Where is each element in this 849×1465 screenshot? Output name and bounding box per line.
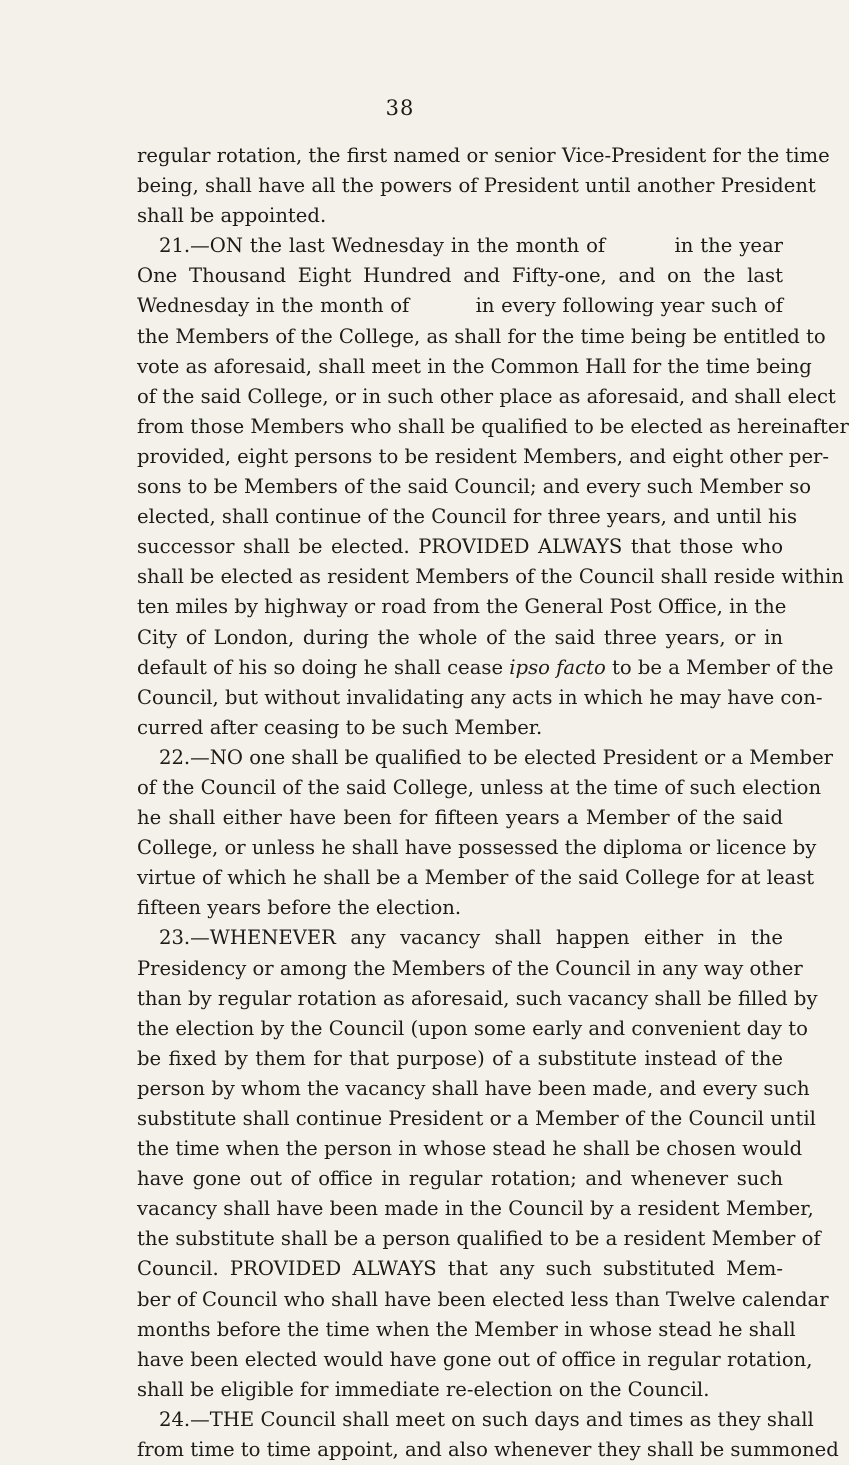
text-line: vacancy shall have been made in the Council by a resident Member, — [137, 1197, 814, 1221]
text-line: Presidency or among the Members of the Council in any way other — [137, 956, 803, 980]
text-line: substitute shall continue President or a Member of the Council until — [137, 1107, 816, 1130]
text-line: months before the time when the Member in whose stead he shall — [137, 1317, 796, 1341]
text-line: provided, eight persons to be resident Members, and eight other per- — [137, 444, 830, 468]
section-22-heading-line: 22.—NO one shall be qualified to be elected President or a Member — [159, 745, 834, 769]
text-line: Council, but without invalidating any acts in which he may have con- — [137, 685, 823, 709]
text-line: College, or unless he shall have possessed the diploma or licence by — [137, 836, 817, 860]
text-line: the Members of the College, as shall for the time being be entitled to — [137, 324, 826, 348]
text-segment: default of his so doing he shall cease — [137, 655, 510, 679]
text-line: ten miles by highway or road from the General Post Office, in the — [137, 595, 787, 619]
page-number: 38 — [385, 96, 415, 120]
text-line: elected, shall continue of the Council for three years, and until his — [137, 505, 797, 529]
text-line: shall be eligible for immediate re-election on the Council. — [137, 1377, 710, 1401]
section-24-heading-line: 24.—THE Council shall meet on such days and times as they shall — [159, 1407, 814, 1431]
text-line: regular rotation, the first named or senior Vice-President for the time — [137, 144, 830, 167]
text-line: be fixed by them for that purpose) of a substitute instead of the — [137, 1046, 783, 1070]
text-line: shall be elected as resident Members of the Council shall reside within — [137, 565, 844, 589]
body-text — [137, 141, 849, 1465]
text-line: of the Council of the said College, unless at the time of such election — [137, 775, 822, 799]
text-line: Wednesday in the month of in every following year such of — [137, 294, 783, 318]
text-line: from those Members who shall be qualified to be elected as hereinafter — [137, 414, 849, 438]
text-line: curred after ceasing to be such Member. — [137, 715, 543, 739]
text-line: sons to be Members of the said Council; and every such Member so — [137, 475, 812, 499]
text-line: have gone out of office in regular rotation; and whenever such — [137, 1167, 783, 1191]
text-line: One Thousand Eight Hundred and Fifty-one, and on the last — [137, 264, 783, 288]
text-line: of the said College, or in such other place as aforesaid, and shall elect — [137, 384, 836, 408]
text-line: than by regular rotation as aforesaid, such vacancy shall be filled by — [137, 986, 818, 1010]
text-line: the election by the Council (upon some early and convenient day to — [137, 1016, 808, 1040]
text-line: being, shall have all the powers of President until another President — [137, 174, 816, 198]
text-line: Council. PROVIDED ALWAYS that any such substituted Mem- — [137, 1257, 783, 1281]
italic-phrase: ipso facto — [509, 655, 606, 679]
section-23-heading-line: 23.—WHENEVER any vacancy shall happen either in the — [159, 926, 783, 950]
text-line: vote as aforesaid, shall meet in the Common Hall for the time being — [137, 354, 812, 378]
text-line: the time when the person in whose stead he shall be chosen would — [137, 1137, 803, 1161]
text-line: ber of Council who shall have been elected less than Twelve calendar — [137, 1287, 829, 1311]
text-line: have been elected would have gone out of office in regular rotation, — [137, 1347, 813, 1371]
text-line: City of London, during the whole of the said three years, or in — [137, 625, 783, 649]
section-21-heading-line: 21.—ON the last Wednesday in the month of in the year — [159, 234, 783, 258]
text-line: successor shall be elected. PROVIDED ALWAYS that those who — [137, 535, 783, 559]
text-line: person by whom the vacancy shall have been made, and every such — [137, 1076, 810, 1100]
text-line: the substitute shall be a person qualified to be a resident Member of — [137, 1227, 821, 1251]
text-line: shall be appointed. — [137, 204, 327, 228]
text-line-with-italic — [137, 653, 834, 683]
text-line: virtue of which he shall be a Member of the said College for at least — [137, 866, 815, 890]
text-line: fifteen years before the election. — [137, 896, 462, 920]
text-line: from time to time appoint, and also whenever they shall be summoned — [137, 1438, 839, 1462]
text-segment: to be a Member of the — [605, 655, 834, 679]
text-line: he shall either have been for fifteen years a Member of the said — [137, 806, 783, 830]
